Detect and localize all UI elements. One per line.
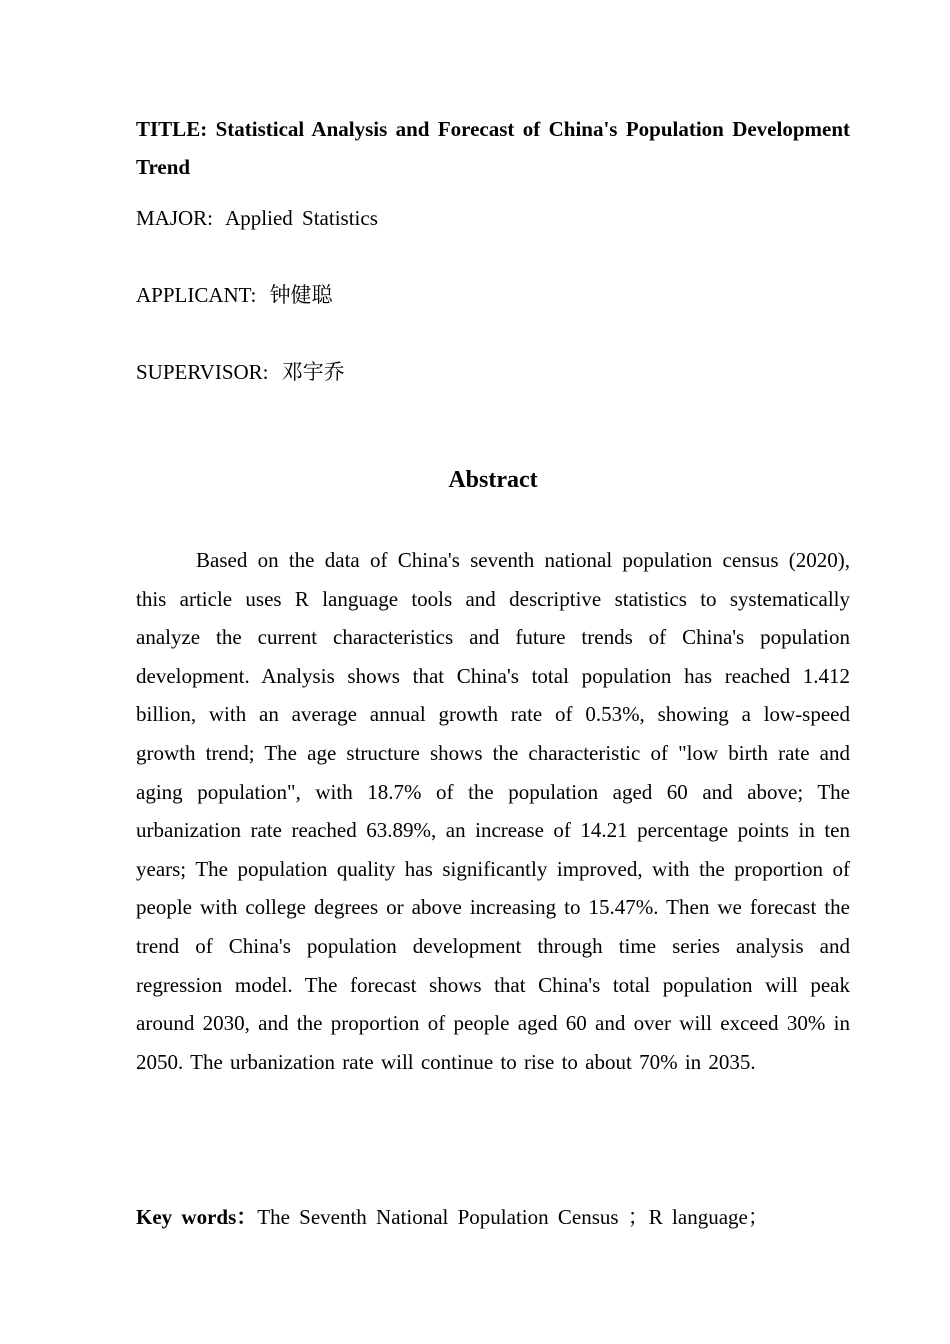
thesis-title — [136, 110, 850, 186]
applicant-label: APPLICANT: — [136, 283, 257, 307]
abstract-body: Based on the data of China's seventh national population census (2020), this article uses R language tools and descriptive statistics to systematically analyze the current characteristics and future trends of China's population development. Analysis shows that China's total population has reached 1.412 billion, with an average annual growth rate of 0.53%, showing a low-speed growth trend; The age structure shows the characteristic of "low birth rate and aging population", with 18.7% of the population aged 60 and above; The urbanization rate reached 63.89%, an increase of 14.21 percentage points in ten years; The population quality has significantly improved, with the proportion of people with college degrees or above increasing to 15.47%. Then we forecast the trend of China's population development through time series analysis and regression model. The forecast shows that China's total population will peak around 2030, and the proportion of people aged 60 and over will exceed 30% in 2050. The urbanization rate will continue to rise to about 70% in 2035. — [136, 548, 850, 1074]
supervisor-line — [136, 357, 345, 387]
supervisor-label: SUPERVISOR: — [136, 360, 269, 384]
major-line — [136, 203, 378, 233]
applicant-value: 钟健聪 — [269, 283, 333, 307]
keywords-label: Key words： — [136, 1205, 258, 1229]
title-text: Statistical Analysis and Forecast of China's Population Development Trend — [136, 117, 851, 179]
major-label: MAJOR: — [136, 206, 214, 230]
applicant-line — [136, 280, 333, 310]
supervisor-value: 邓宇乔 — [281, 360, 345, 384]
major-value: Applied Statistics — [225, 206, 378, 230]
keywords-value: The Seventh National Population Census ；R language； — [257, 1205, 769, 1229]
title-label: TITLE: — [136, 117, 208, 141]
abstract-heading: Abstract — [448, 467, 538, 493]
keywords-line — [136, 1200, 769, 1234]
